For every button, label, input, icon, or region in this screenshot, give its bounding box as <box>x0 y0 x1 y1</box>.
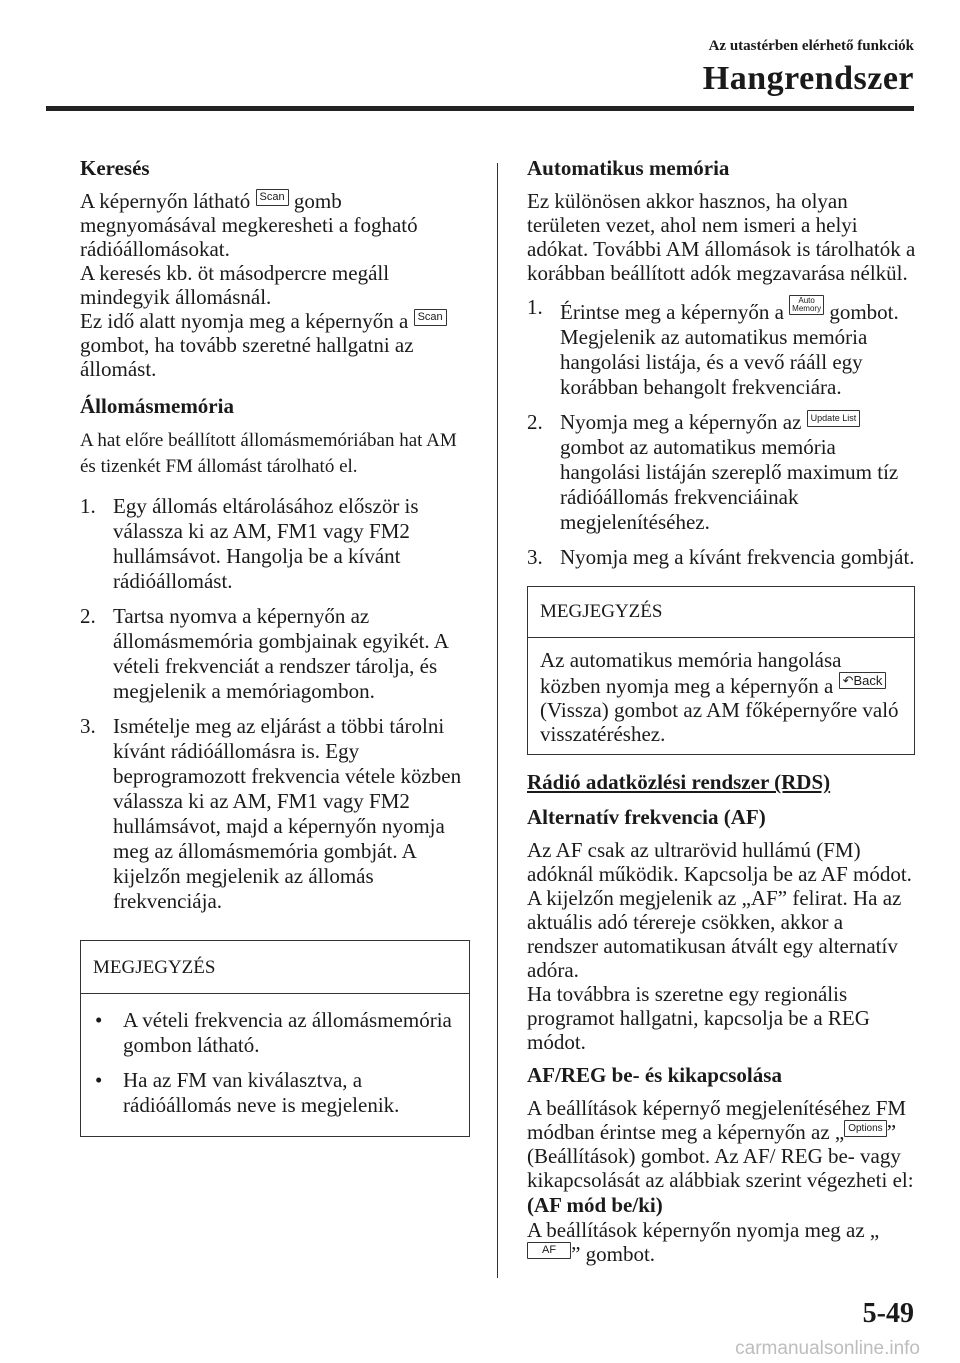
af-paragraph-1: Az AF csak az ultrarövid hullámú (FM) adóknál működik. Kapcsolja be az AF módot. A kijelzőn megjelenik az „AF” felirat. Ha az aktuális adó térereje csökken, akkor a rendszer automatikusan átvált egy alternatív adóra. <box>527 837 912 982</box>
back-button-icon: ↶Back <box>839 672 887 689</box>
scan-button-icon: Scan <box>256 189 289 206</box>
auto-memory-heading: Automatikus memória <box>527 156 730 180</box>
af-reg-heading: AF/REG be- és kikapcsolása <box>527 1062 782 1087</box>
af-paragraph-2: Ha továbbra is szeretne egy regionális programot hallgatni, kapcsolja be a REG módot. <box>527 981 870 1054</box>
note-paragraph: Az automatikus memória hangolása közben nyomja meg a képernyőn a ↶Back (Vissza) gombot az AM főképernyőre való visszatéréshez. <box>540 648 899 747</box>
af-heading: Alternatív frekvencia (AF) <box>527 804 766 829</box>
column-divider <box>497 163 498 1278</box>
note-bullet-1: • A vételi frekvencia az állomásmemória gombon látható. <box>95 1007 452 1057</box>
search-paragraph-3: Ez idő alatt nyomja meg a képernyőn a Scan gombot, ha tovább szeretné hallgatni az állomást. <box>80 309 475 381</box>
af-button-icon: AF <box>527 1242 571 1259</box>
search-paragraph-2: A keresés kb. öt másodpercre megáll mindegyik állomásnál. <box>80 261 390 310</box>
right-column <box>527 155 917 1274</box>
page-number: 5-49 <box>862 1298 914 1329</box>
note-title: MEGJEGYZÉS <box>81 941 469 994</box>
left-column <box>80 155 475 1151</box>
memory-step-1: 1. Egy állomás eltárolásához először is válassza ki az AM, FM1 vagy FM2 hullámsávot. Hangolja be a kívánt rádióállomást. <box>80 493 419 593</box>
auto-step-3: 3. Nyomja meg a kívánt frekvencia gombját. <box>527 545 915 570</box>
auto-memory-button-icon: Auto Memory <box>789 295 824 315</box>
bullet-icon: • <box>95 1007 103 1032</box>
memory-heading: Állomásmemória <box>80 394 234 419</box>
auto-memory-paragraph: Ez különösen akkor hasznos, ha olyan területen vezet, ahol nem ismeri a helyi adókat. További AM állomások is tárolhatók a korábban beállított adók megzavarása nélkül. <box>527 189 916 286</box>
scan-button-icon-2: Scan <box>414 309 447 326</box>
search-heading: Keresés <box>80 156 150 180</box>
note-box-right <box>527 586 915 755</box>
watermark: carmanualsonline.info <box>735 1338 920 1359</box>
search-paragraph-1: A képernyőn látható Scan gomb megnyomásával megkeresheti a fogható rádióállomásokat. <box>80 189 418 262</box>
memory-step-2: 2. Tartsa nyomva a képernyőn az állomásmemória gombjainak egyikét. A vételi frekvenciát a rendszer tárolja, és megjelenik a memóriagombon. <box>80 603 448 703</box>
af-reg-paragraph: A beállítások képernyő megjelenítéséhez FM módban érintse meg a képernyőn az „ Options ” (Beállítások) gombot. Az AF/ REG be- vagy kikapcsolását az alábbiak szerint végezheti el: <box>527 1096 914 1192</box>
auto-step-1: 1. Érintse meg a képernyőn a Auto Memory gombot. Megjelenik az automatikus memória hangolási listája, és a vevő rááll egy korábban behangolt frekvenciára. <box>527 295 899 400</box>
af-mode-heading: (AF mód be/ki) <box>527 1193 663 1217</box>
note-title: MEGJEGYZÉS <box>528 587 914 638</box>
chapter-title: Hangrendszer <box>702 60 914 97</box>
auto-step-2: 2. Nyomja meg a képernyőn az Update List gombot az automatikus memória hangolási listáján szereplő maximum tíz rádióállomás frekvenciáinak megjelenítéséhez. <box>527 410 899 535</box>
memory-paragraph: A hat előre beállított állomásmemóriában hat AM és tizenkét FM állomást tárolható el. <box>80 429 457 477</box>
memory-step-3: 3. Ismételje meg az eljárást a többi tárolni kívánt rádióállomásra is. Egy beprogramozott frekvencia vétele közben válassza ki az AM, FM1 vagy FM2 hullámsávot, majd a képernyőn nyomja meg az állomásmemória gombját. A kijelzőn megjelenik az állomás frekvenciája. <box>80 713 462 913</box>
header-divider <box>46 106 914 111</box>
update-list-button-icon: Update List <box>807 410 861 427</box>
note-box-left <box>80 940 470 1137</box>
note-bullet-2: • Ha az FM van kiválasztva, a rádióállomás neve is megjelenik. <box>95 1067 400 1117</box>
chapter-subtitle: Az utastérben elérhető funkciók <box>708 38 914 54</box>
rds-heading: Rádió adatközlési rendszer (RDS) <box>527 770 831 795</box>
options-button-icon: Options <box>844 1120 886 1137</box>
back-arrow-icon: ↶ <box>842 673 854 689</box>
bullet-icon: • <box>95 1067 103 1092</box>
af-mode-paragraph: A beállítások képernyőn nyomja meg az „AF ” gombot. <box>527 1218 880 1267</box>
